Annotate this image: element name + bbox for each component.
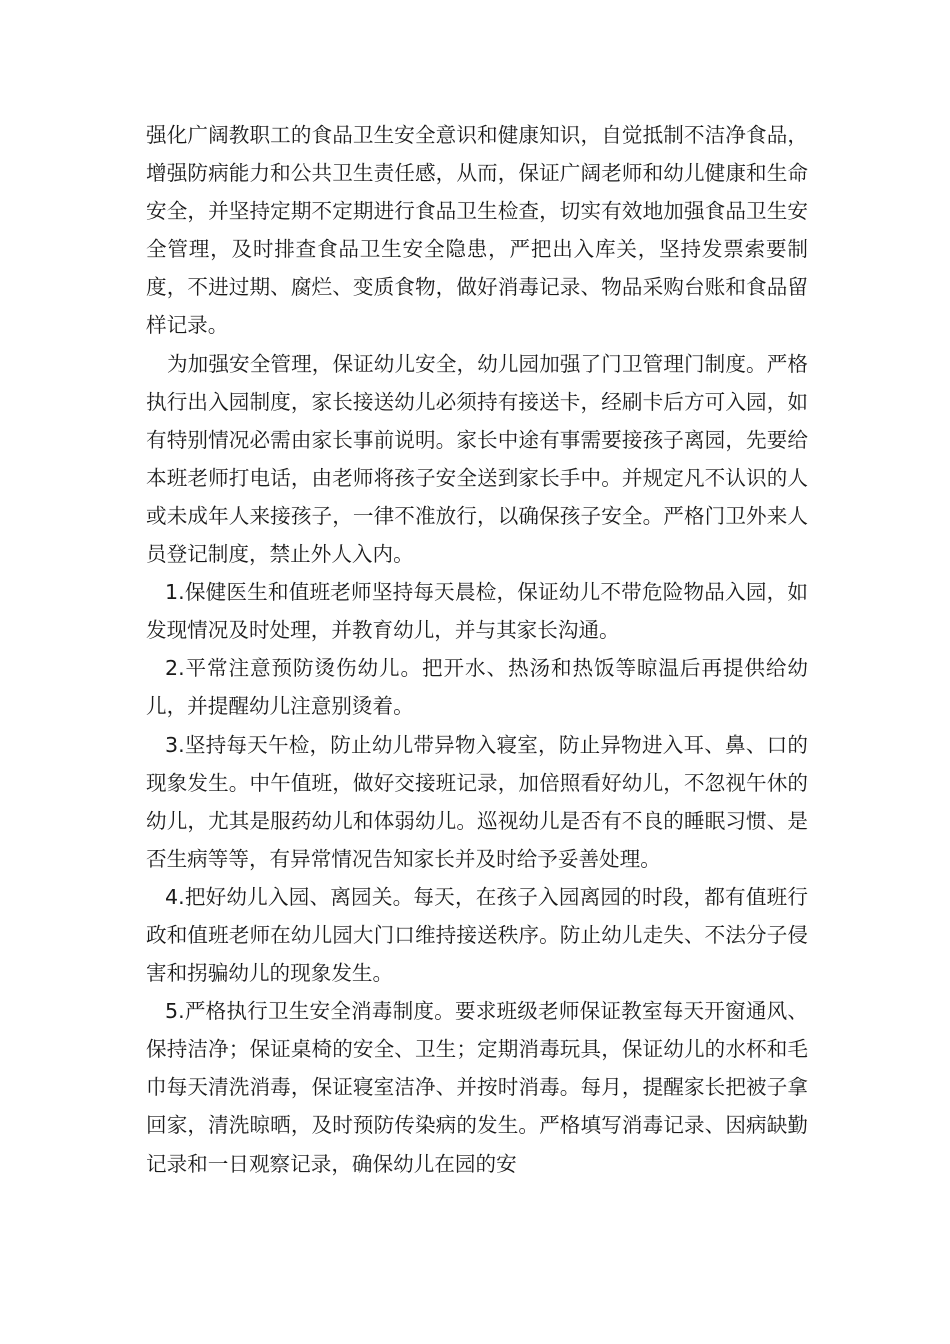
paragraph-item-2-burn-prevention: 2.平常注意预防烫伤幼儿。把开水、热汤和热饭等晾温后再提供给幼儿，并提醒幼儿注意别烫着。 — [146, 656, 808, 719]
document-body — [146, 116, 808, 1183]
paragraph-item-1-morning-check: 1.保健医生和值班老师坚持每天晨检，保证幼儿不带危险物品入园，如发现情况及时处理，并教育幼儿，并与其家长沟通。 — [146, 580, 808, 643]
paragraph-food-safety: 强化广阔教职工的食品卫生安全意识和健康知识，自觉抵制不洁净食品，增强防病能力和公共卫生责任感，从而，保证广阔老师和幼儿健康和生命安全，并坚持定期不定期进行食品卫生检查，切实有效地加强食品卫生安全管理，及时排查食品卫生安全隐患，严把出入库关，坚持发票索要制度，不进过期、腐烂、变质食物，做好消毒记录、物品采购台账和食品留样记录。 — [146, 123, 808, 338]
paragraph-gate-management: 为加强安全管理，保证幼儿安全，幼儿园加强了门卫管理门制度。严格执行出入园制度，家长接送幼儿必须持有接送卡，经刷卡后方可入园，如有特别情况必需由家长事前说明。家长中途有事需要接孩子离园，先要给本班老师打电话，由老师将孩子安全送到家长手中。并规定凡不认识的人或未成年人来接孩子，一律不准放行，以确保孩子安全。严格门卫外来人员登记制度，禁止外人入内。 — [146, 351, 808, 567]
paragraph-item-3-noon-check: 3.坚持每天午检，防止幼儿带异物入寝室，防止异物进入耳、鼻、口的现象发生。中午值班，做好交接班记录，加倍照看好幼儿，不忽视午休的幼儿，尤其是服药幼儿和体弱幼儿。巡视幼儿是否有不良的睡眠习惯、是否生病等等，有异常情况告知家长并及时给予妥善处理。 — [146, 732, 808, 871]
paragraph-item-5-disinfection: 5.严格执行卫生安全消毒制度。要求班级老师保证教室每天开窗通风、保持洁净；保证桌椅的安全、卫生；定期消毒玩具，保证幼儿的水杯和毛巾每天清洗消毒，保证寝室洁净、并按时消毒。每月，提醒家长把被子拿回家，清洗晾晒，及时预防传染病的发生。严格填写消毒记录、因病缺勤记录和一日观察记录，确保幼儿在园的安 — [146, 999, 808, 1176]
paragraph-item-4-entry-exit: 4.把好幼儿入园、离园关。每天，在孩子入园离园的时段，都有值班行政和值班老师在幼儿园大门口维持接送秩序。防止幼儿走失、不法分子侵害和拐骗幼儿的现象发生。 — [146, 884, 808, 986]
